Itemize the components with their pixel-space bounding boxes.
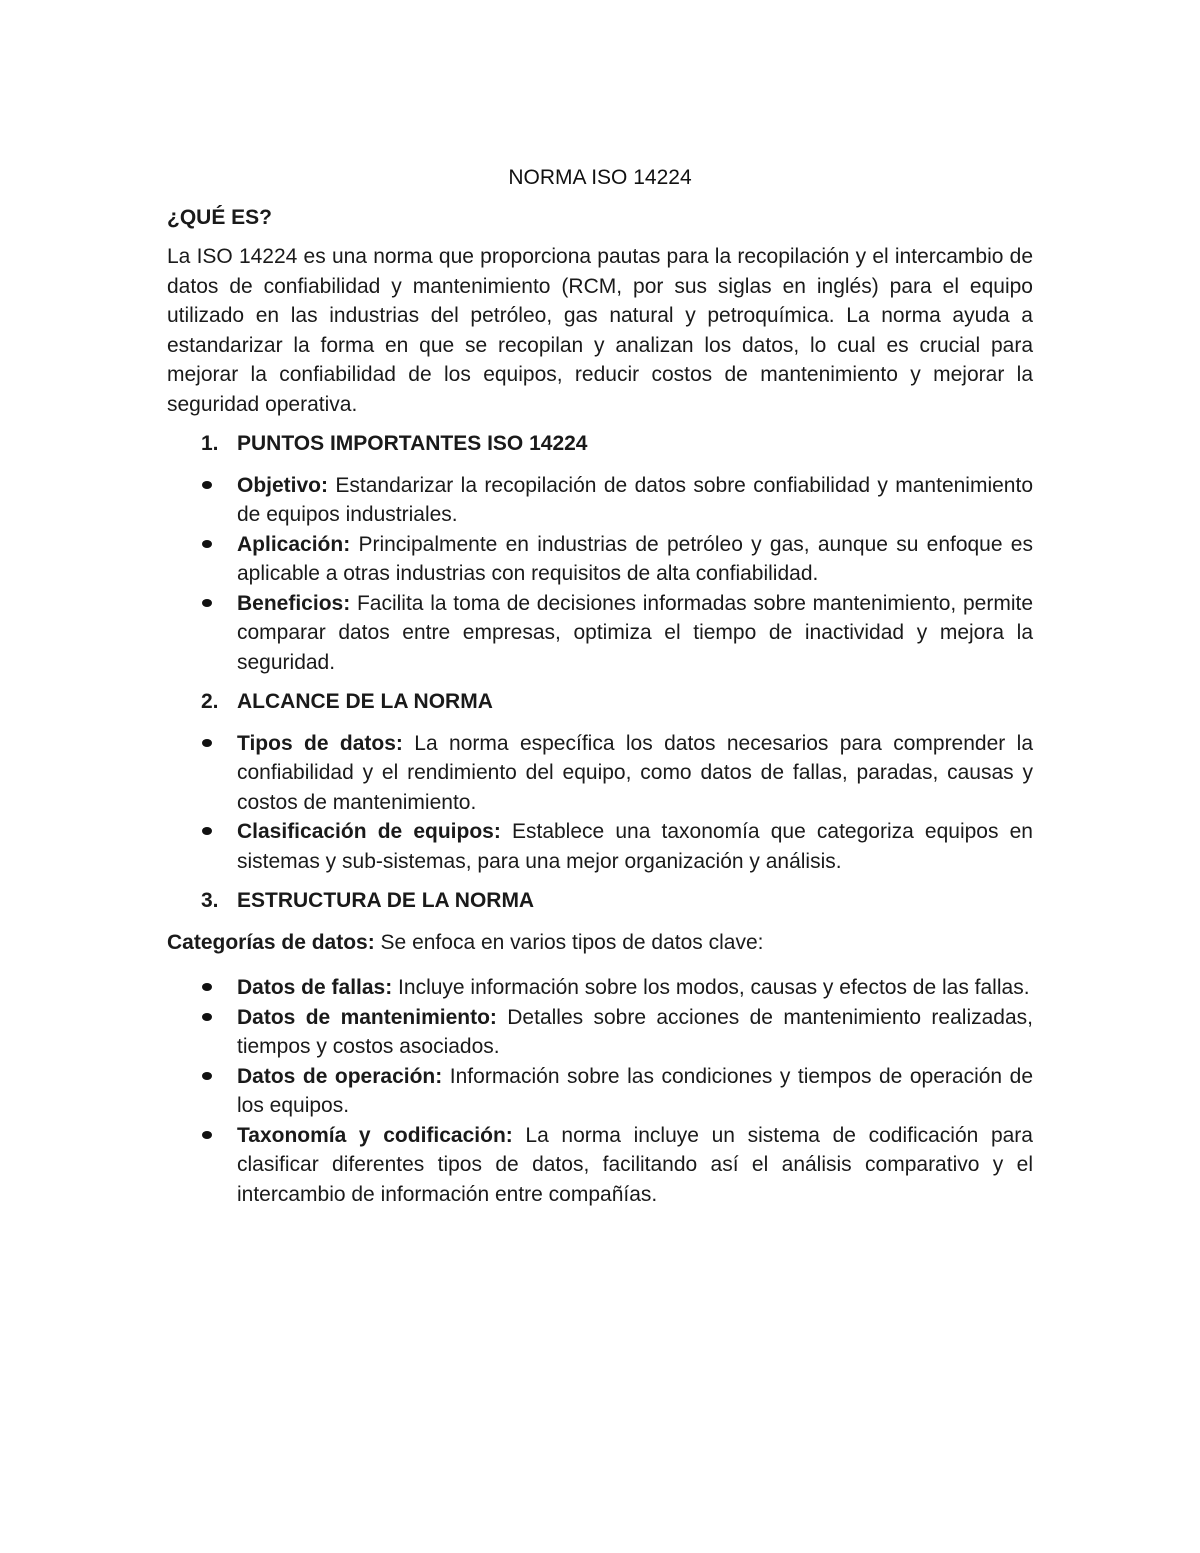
bullet-label: Datos de mantenimiento: — [237, 1005, 497, 1029]
bullet-icon — [202, 599, 212, 607]
list-item — [167, 1062, 1033, 1121]
list-item — [167, 729, 1033, 818]
bullet-label: Objetivo: — [237, 473, 329, 497]
bullet-icon — [202, 827, 212, 835]
bullet-label: Taxonomía y codificación: — [237, 1123, 513, 1147]
bullet-label: Clasificación de equipos: — [237, 820, 501, 843]
section-number: 2. — [201, 690, 219, 713]
bullet-text: Estandarizar la recopilación de datos sobre confiabilidad y mantenimiento de equipos industriales. — [237, 473, 1033, 526]
section-title: PUNTOS IMPORTANTES ISO 14224 — [237, 432, 588, 455]
document-title: NORMA ISO 14224 — [508, 166, 692, 189]
bullet-icon — [202, 1072, 212, 1080]
section-title: ALCANCE DE LA NORMA — [237, 690, 493, 713]
bullet-label: Beneficios: — [237, 591, 351, 615]
bullet-list-3 — [167, 973, 1033, 1209]
bullet-label: Datos de operación: — [237, 1064, 443, 1088]
lead-text: Se enfoca en varios tipos de datos clave: — [374, 930, 764, 954]
list-item — [167, 471, 1033, 530]
section-number: 3. — [201, 889, 219, 912]
bullet-label: Datos de fallas: — [237, 976, 393, 999]
bullet-list-2 — [167, 729, 1033, 877]
bullet-icon — [202, 481, 212, 489]
list-item — [167, 589, 1033, 678]
bullet-label: Tipos de datos: — [237, 731, 403, 755]
list-item — [167, 1121, 1033, 1210]
bullet-icon — [202, 739, 212, 747]
list-item — [167, 817, 1033, 876]
section-heading-1 — [167, 429, 1033, 459]
list-item — [167, 973, 1033, 1003]
section-title: ESTRUCTURA DE LA NORMA — [237, 889, 535, 912]
bullet-icon — [202, 1131, 212, 1139]
section-heading-2 — [167, 687, 1033, 717]
bullet-text: La norma incluye un sistema de codificación para clasificar diferentes tipos de datos, facilitando así el análisis comparativo y el intercambio de información entre compañías. — [237, 1123, 1033, 1206]
section-number: 1. — [201, 432, 219, 455]
bullet-text: Principalmente en industrias de petróleo y gas, aunque su enfoque es aplicable a otras industrias con requisitos de alta confiabilidad. — [237, 532, 1033, 585]
bullet-list-1 — [167, 471, 1033, 678]
bullet-text: La norma específica los datos necesarios para comprender la confiabilidad y el rendimiento del equipo, como datos de fallas, paradas, causas y costos de mantenimiento. — [237, 731, 1033, 814]
intro-paragraph: La ISO 14224 es una norma que proporciona pautas para la recopilación y el intercambio de datos de confiabilidad y mantenimiento (RCM, por sus siglas en inglés) para el equipo utilizado en las industrias del petróleo, gas natural y petroquímica. La norma ayuda a estandarizar la forma en que se recopilan y analizan los datos, lo cual es crucial para mejorar la confiabilidad de los equipos, reducir costos de mantenimiento y mejorar la seguridad operativa. — [167, 245, 1033, 416]
bullet-text: Establece una taxonomía que categoriza equipos en sistemas y sub-sistemas, para una mejor organización y análisis. — [237, 820, 1033, 873]
bullet-icon — [202, 983, 212, 991]
list-item — [167, 530, 1033, 589]
section-heading-3 — [167, 886, 1033, 916]
list-item — [167, 1003, 1033, 1062]
intro-heading: ¿QUÉ ES? — [167, 205, 273, 229]
bullet-label: Aplicación: — [237, 532, 351, 556]
bullet-text: Incluye información sobre los modos, causas y efectos de las fallas. — [392, 976, 1030, 999]
bullet-text: Información sobre las condiciones y tiempos de operación de los equipos. — [237, 1064, 1033, 1117]
section-lead — [167, 928, 1033, 958]
lead-label: Categorías de datos: — [167, 930, 375, 954]
bullet-text: Detalles sobre acciones de mantenimiento realizadas, tiempos y costos asociados. — [237, 1005, 1033, 1058]
document-page — [167, 163, 1033, 1219]
bullet-icon — [202, 1013, 212, 1021]
bullet-text: Facilita la toma de decisiones informadas sobre mantenimiento, permite comparar datos entre empresas, optimiza el tiempo de inactividad y mejora la seguridad. — [237, 591, 1033, 674]
bullet-icon — [202, 540, 212, 548]
